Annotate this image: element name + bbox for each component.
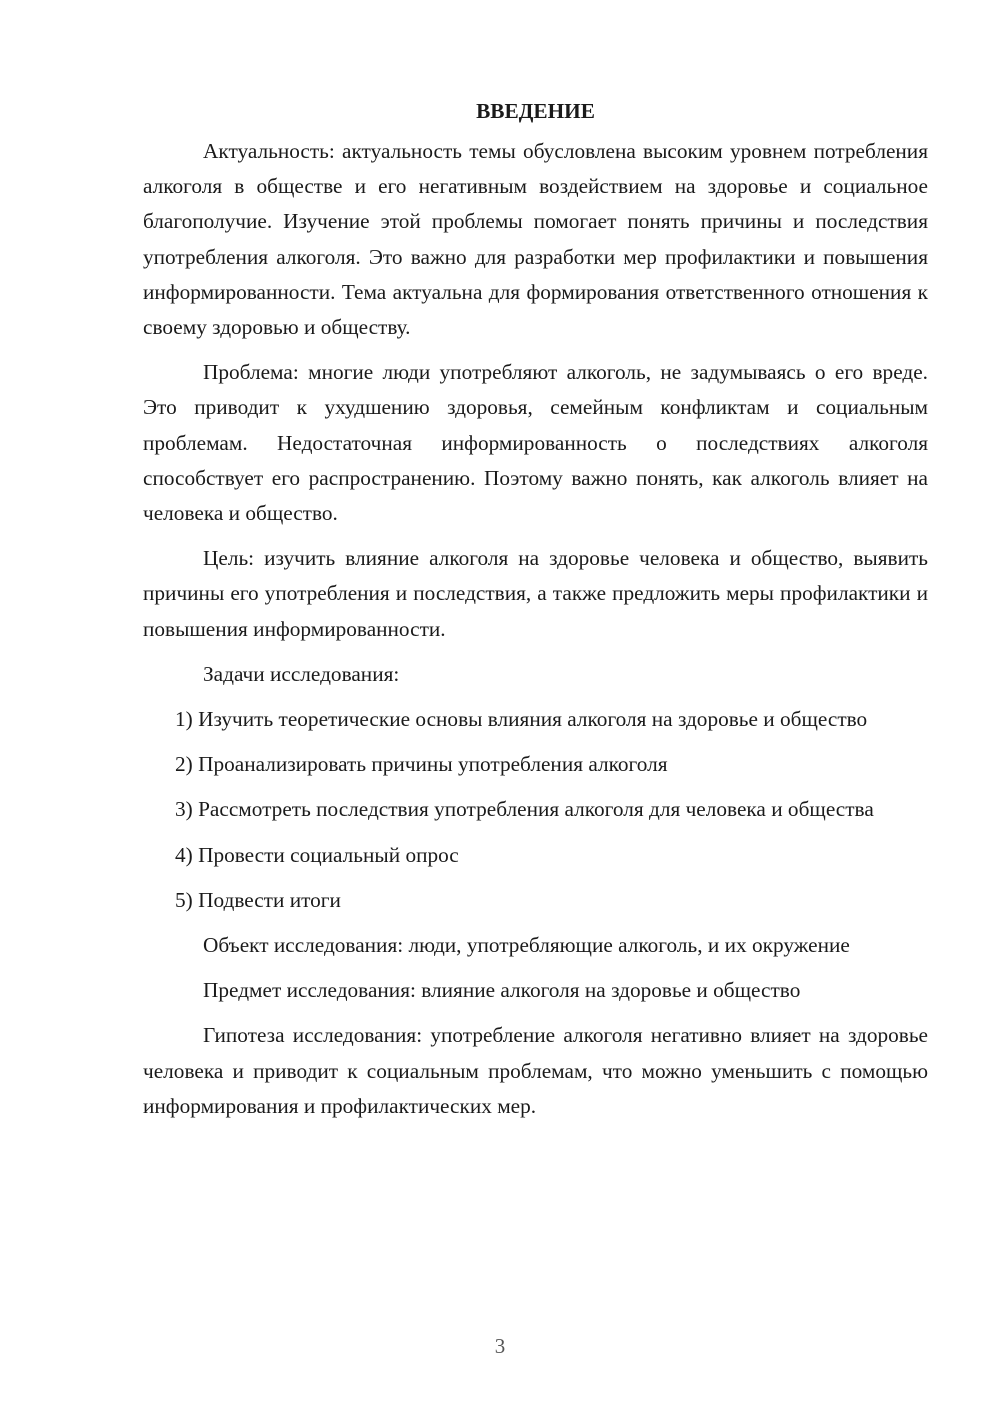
paragraph-tasks-heading: Задачи исследования: xyxy=(203,661,400,686)
task-item-1: 1) Изучить теоретические основы влияния алкоголя на здоровье и общество xyxy=(175,707,868,732)
task-item-3: 3) Рассмотреть последствия употребления алкоголя для человека и общества xyxy=(175,797,874,822)
paragraph-hypothesis: Гипотеза исследования: употребление алкоголя негативно влияет на здоровье человека и приводит к социальным проблемам, что можно уменьшить с помощью информирования и профилактических мер. xyxy=(143,1023,928,1118)
section-title: ВВЕДЕНИЕ xyxy=(476,99,595,123)
task-item-2: 2) Проанализировать причины употребления алкоголя xyxy=(175,752,668,777)
paragraph-relevance: Актуальность: актуальность темы обусловлена высоким уровнем потребления алкоголя в обществе и его негативным воздействием на здоровье и социальное благополучие. Изучение этой проблемы помогает понять причины и последствия употребления алкоголя. Это важно для разработки мер профилактики и повышения информированности. Тема актуальна для формирования ответственного отношения к своему здоровью и обществу. xyxy=(143,139,928,340)
paragraph-goal: Цель: изучить влияние алкоголя на здоровье человека и общество, выявить причины его употребления и последствия, а также предложить меры профилактики и повышения информированности. xyxy=(143,546,928,641)
page-number: 3 xyxy=(494,1334,506,1358)
paragraph-object: Объект исследования: люди, употребляющие алкоголь, и их окружение xyxy=(203,933,850,958)
document-page xyxy=(143,96,928,1134)
paragraph-subject: Предмет исследования: влияние алкоголя на здоровье и общество xyxy=(203,978,801,1003)
task-item-5: 5) Подвести итоги xyxy=(175,887,341,912)
paragraph-problem: Проблема: многие люди употребляют алкоголь, не задумываясь о его вреде. Это приводит к ухудшению здоровья, семейным конфликтам и социальным проблемам. Недостаточная информированность о последствиях алкоголя способствует его распространению. Поэтому важно понять, как алкоголь влияет на человека и общество. xyxy=(143,360,928,526)
task-item-4: 4) Провести социальный опрос xyxy=(175,842,459,867)
